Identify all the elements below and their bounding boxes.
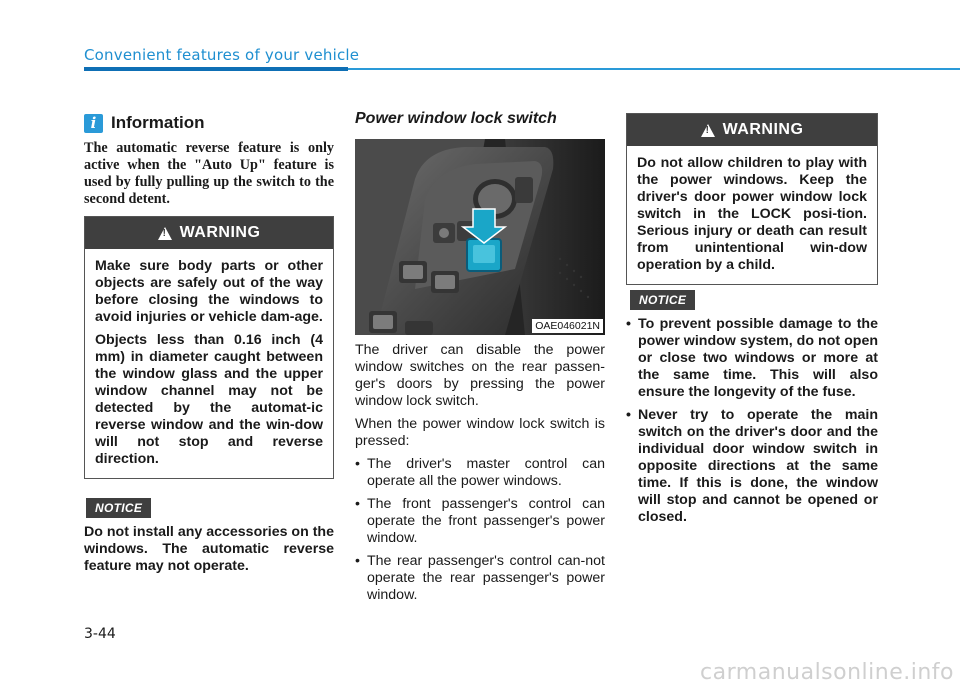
list-item: • The rear passenger's control can-not operate the rear passenger's power window. [355,553,605,604]
lock-switch-title: Power window lock switch [355,110,557,127]
door-panel-illustration [355,139,605,335]
warning-box-right [626,113,878,285]
warning-label: WARNING [722,121,804,138]
lock-switch-paragraph: When the power window lock switch is pressed: [355,416,605,449]
warning-triangle-icon [701,124,715,137]
header-rule-light [348,68,960,70]
warning-body [85,249,333,478]
information-heading [84,113,205,133]
warning-body [627,146,877,284]
warning-header [85,217,333,249]
warning-triangle-icon [158,227,172,240]
watermark: carmanualsonline.info [700,660,954,685]
list-item: • The driver's master control can operate all the power windows. [355,456,605,490]
header-rule-dark [84,67,348,71]
information-title: Information [111,113,205,132]
warning-paragraph: Objects less than 0.16 inch (4 mm) in diameter caught between the window glass and the upper window channel may not be detected by the automat-ic reverse window and the win-dow will not stop and reverse direction. [95,332,323,467]
list-item: • To prevent possible damage to the power window system, do not open or close two windows or more at the same time. This will also ensure the longevity of the fuse. [626,316,878,401]
warning-paragraph: Make sure body parts or other objects are safely out of the way before closing the windows to avoid injuries or vehicle dam-age. [95,258,323,325]
photo-reference-code: OAE046021N [532,319,603,333]
notice-tag-right: NOTICE [630,290,695,310]
notice-bullets [626,316,878,526]
list-item: • Never try to operate the main switch on the driver's door and the individual door window switch in opposite directions at the same time. If this is done, the window will stop and cannot be opened or closed. [626,407,878,526]
door-switch-photo [355,139,605,335]
notice-text-left: Do not install any accessories on the windows. The automatic reverse feature may not operate. [84,524,334,574]
notice-tag-left: NOTICE [86,498,151,518]
list-item: • The front passenger's control can operate the front passenger's power window. [355,496,605,547]
info-icon: i [84,114,103,133]
page-number: 3-44 [84,626,116,642]
warning-paragraph: Do not allow children to play with the power windows. Keep the driver's door power window lock switch in the LOCK posi-tion. Serious injury or death can result from unintentional win-dow operation by a child. [637,155,867,273]
warning-header [627,114,877,146]
notice-list-right [626,316,878,532]
warning-label: WARNING [179,224,261,241]
lock-switch-body [355,342,605,610]
information-text: The automatic reverse feature is only active when the "Auto Up" feature is used by fully pulling up the switch to the second detent. [84,140,334,207]
section-header-title: Convenient features of your vehicle [84,46,360,64]
lock-switch-paragraph: The driver can disable the power window switches on the rear passen-ger's doors by pressing the power window lock switch. [355,342,605,409]
warning-box-left [84,216,334,479]
lock-switch-bullets [355,456,605,604]
